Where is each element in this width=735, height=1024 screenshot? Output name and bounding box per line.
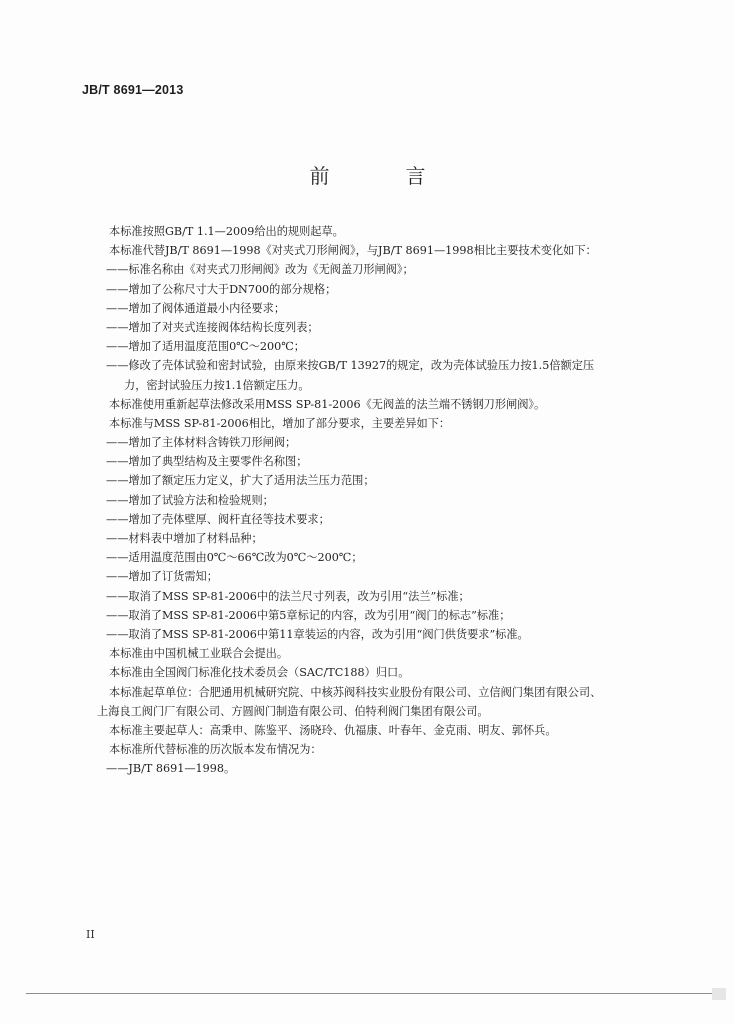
paragraph-line: 本标准与MSS SP-81-2006相比，增加了部分要求，主要差异如下：: [109, 416, 451, 430]
paragraph-line: 本标准主要起草人：高秉申、陈鉴平、汤晓玲、仇福康、叶春年、金克雨、明友、郭怀兵。: [109, 723, 557, 737]
scan-edge-line: [26, 993, 726, 994]
list-item: ——材料表中增加了材料品种；: [106, 532, 263, 545]
list-item: ——增加了公称尺寸大于DN700的部分规格；: [106, 282, 337, 296]
list-item: ——修改了壳体试验和密封试验，由原来按GB/T 13927的规定，改为壳体试验压力按1.5倍额定压: [106, 359, 595, 373]
list-item: ——增加了壳体壁厚、阀杆直径等技术要求；: [106, 512, 330, 526]
list-item: ——增加了典型结构及主要零件名称图；: [106, 455, 308, 469]
list-item: ——标准名称由《对夹式刀形闸阀》改为《无阀盖刀形闸阀》；: [106, 263, 414, 277]
scan-corner-mark: [712, 988, 726, 1000]
list-item: ——适用温度范围由0℃～66℃改为0℃～200℃；: [106, 551, 363, 565]
paragraph-line: 力，密封试验压力按1.1倍额定压力。: [124, 378, 310, 392]
page-number: II: [86, 928, 95, 941]
paragraph-line: 本标准代替JB/T 8691—1998《对夹式刀形闸阀》，与JB/T 8691—1998相比主要技术变化如下：: [109, 244, 597, 258]
list-item: ——取消了MSS SP-81-2006中第11章装运的内容，改为引用“阀门供货要求”标准。: [106, 627, 529, 641]
list-item: ——增加了适用温度范围0℃～200℃；: [106, 340, 305, 354]
list-item: ——JB/T 8691—1998。: [106, 762, 236, 776]
paragraph-line: 本标准由全国阀门标准化技术委员会（SAC/TC188）归口。: [109, 666, 410, 680]
foreword-body: [88, 222, 648, 778]
list-item: ——取消了MSS SP-81-2006中的法兰尺寸列表，改为引用“法兰”标准；: [106, 589, 470, 603]
list-item: ——增加了额定压力定义，扩大了适用法兰压力范围；: [106, 474, 375, 488]
paragraph-line: 上海良工阀门厂有限公司、方圆阀门制造有限公司、伯特利阀门集团有限公司。: [97, 704, 489, 718]
paragraph-line: 本标准使用重新起草法修改采用MSS SP-81-2006《无阀盖的法兰端不锈钢刀形闸阀》。: [109, 397, 546, 411]
list-item: ——增加了订货需知；: [106, 570, 218, 584]
paragraph-line: 本标准所代替标准的历次版本发布情况为：: [109, 743, 322, 757]
list-item: ——增加了对夹式连接阀体结构长度列表；: [106, 320, 319, 334]
page-title: 前 言: [309, 164, 454, 188]
list-item: ——增加了试验方法和检验规则；: [106, 493, 274, 507]
list-item: ——取消了MSS SP-81-2006中第5章标记的内容，改为引用“阀门的标志”标准；: [106, 608, 511, 622]
list-item: ——增加了主体材料含铸铁刀形闸阀；: [106, 436, 297, 450]
standard-code: JB/T 8691—2013: [82, 83, 184, 97]
list-item: ——增加了阀体通道最小内径要求；: [106, 301, 286, 315]
paragraph-line: 本标准起草单位：合肥通用机械研究院、中核苏阀科技实业股份有限公司、立信阀门集团有限公司、: [109, 685, 602, 699]
paragraph-line: 本标准由中国机械工业联合会提出。: [109, 647, 289, 661]
paragraph-line: 本标准按照GB/T 1.1—2009给出的规则起草。: [109, 225, 344, 238]
